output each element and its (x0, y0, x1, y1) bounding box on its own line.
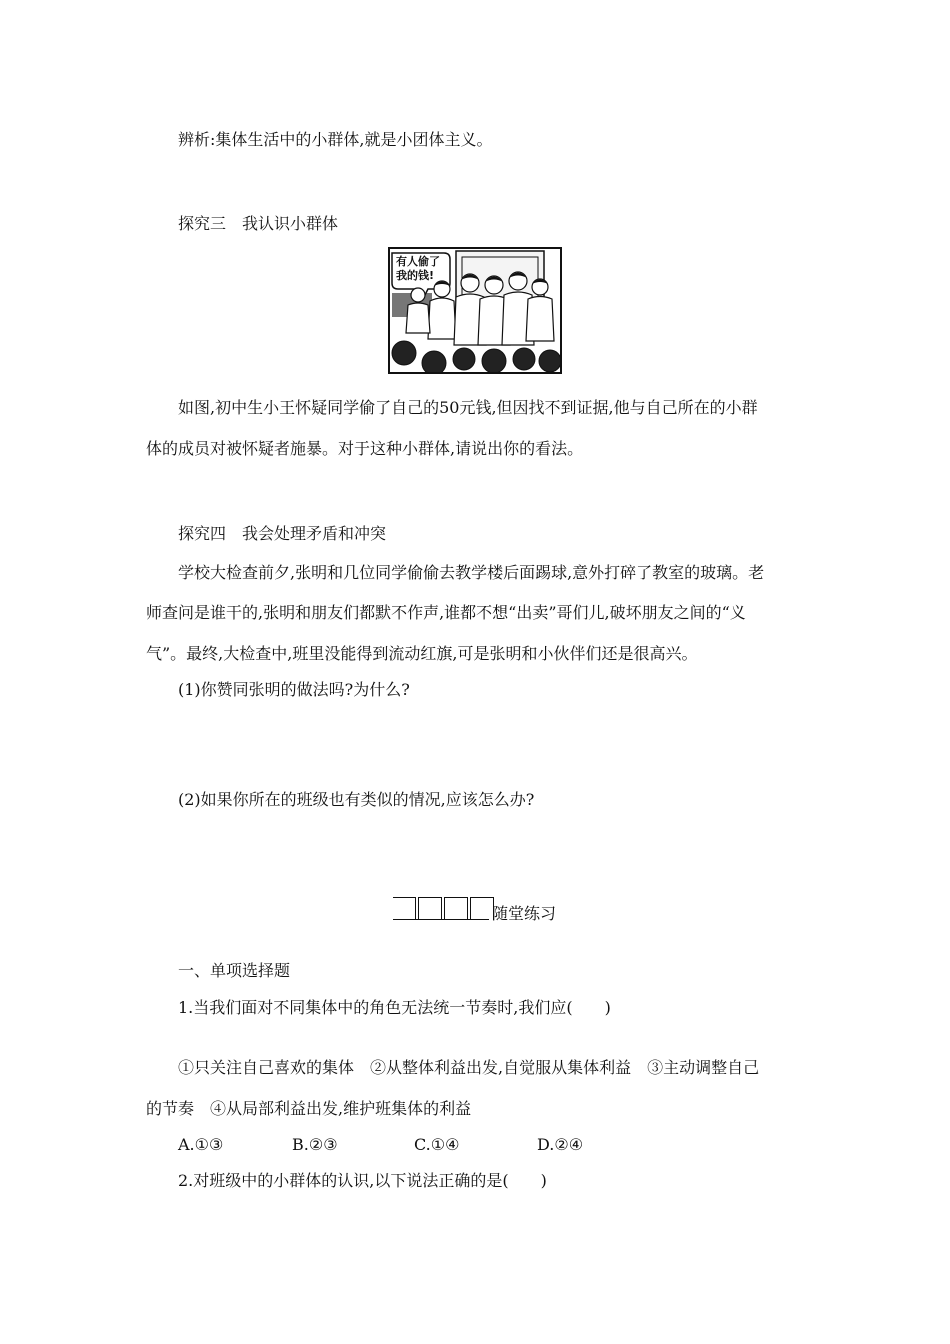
mcq-1-option-a: A.①③ (178, 1135, 224, 1154)
case-paragraph-line-1: 如图,初中生小王怀疑同学偷了自己的50元钱,但因找不到证据,他与自己所在的小群 (178, 398, 758, 417)
mcq-1-statements-line-1: ①只关注自己喜欢的集体 ②从整体利益出发,自觉服从集体利益 ③主动调整自己 (178, 1058, 760, 1077)
header-box (470, 897, 494, 920)
part-heading-single-choice: 一、单项选择题 (178, 961, 291, 980)
section-header-boxes (393, 897, 496, 920)
header-box (444, 897, 468, 920)
mcq-1-statements-line-2: 的节奏 ④从局部利益出发,维护班集体的利益 (146, 1099, 472, 1118)
header-box (418, 897, 442, 920)
comic-illustration (388, 247, 562, 374)
question-2: (2)如果你所在的班级也有类似的情况,应该怎么办? (178, 790, 535, 809)
story-paragraph-line-2: 师查问是谁干的,张明和朋友们都默不作声,谁都不想“出卖”哥们儿,破坏朋友之间的“义 (146, 603, 746, 622)
mcq-1-option-b: B.②③ (292, 1135, 338, 1154)
story-paragraph-line-3: 气”。最终,大检查中,班里没能得到流动红旗,可是张明和小伙伴们还是很高兴。 (146, 644, 698, 663)
mcq-2-stem: 2.对班级中的小群体的认识,以下说法正确的是( ) (178, 1171, 547, 1190)
mcq-1-option-c: C.①④ (414, 1135, 460, 1154)
discrimination-statement: 辨析:集体生活中的小群体,就是小团体主义。 (178, 130, 493, 149)
section-title-explore-3: 探究三 我认识小群体 (178, 214, 339, 233)
section-title-explore-4: 探究四 我会处理矛盾和冲突 (178, 524, 387, 543)
case-paragraph-line-2: 体的成员对被怀疑者施暴。对于这种小群体,请说出你的看法。 (146, 439, 584, 458)
mcq-1-stem: 1.当我们面对不同集体中的角色无法统一节奏时,我们应( ) (178, 998, 611, 1017)
speech-bubble-text: 有人偷了我的钱! (396, 255, 440, 282)
section-title-practice: 随堂练习 (492, 904, 557, 923)
header-underline (393, 919, 489, 920)
story-paragraph-line-1: 学校大检查前夕,张明和几位同学偷偷去教学楼后面踢球,意外打碎了教室的玻璃。老 (178, 563, 765, 582)
header-box (393, 897, 416, 920)
mcq-1-option-d: D.②④ (537, 1135, 584, 1154)
question-1: (1)你赞同张明的做法吗?为什么? (178, 680, 410, 699)
